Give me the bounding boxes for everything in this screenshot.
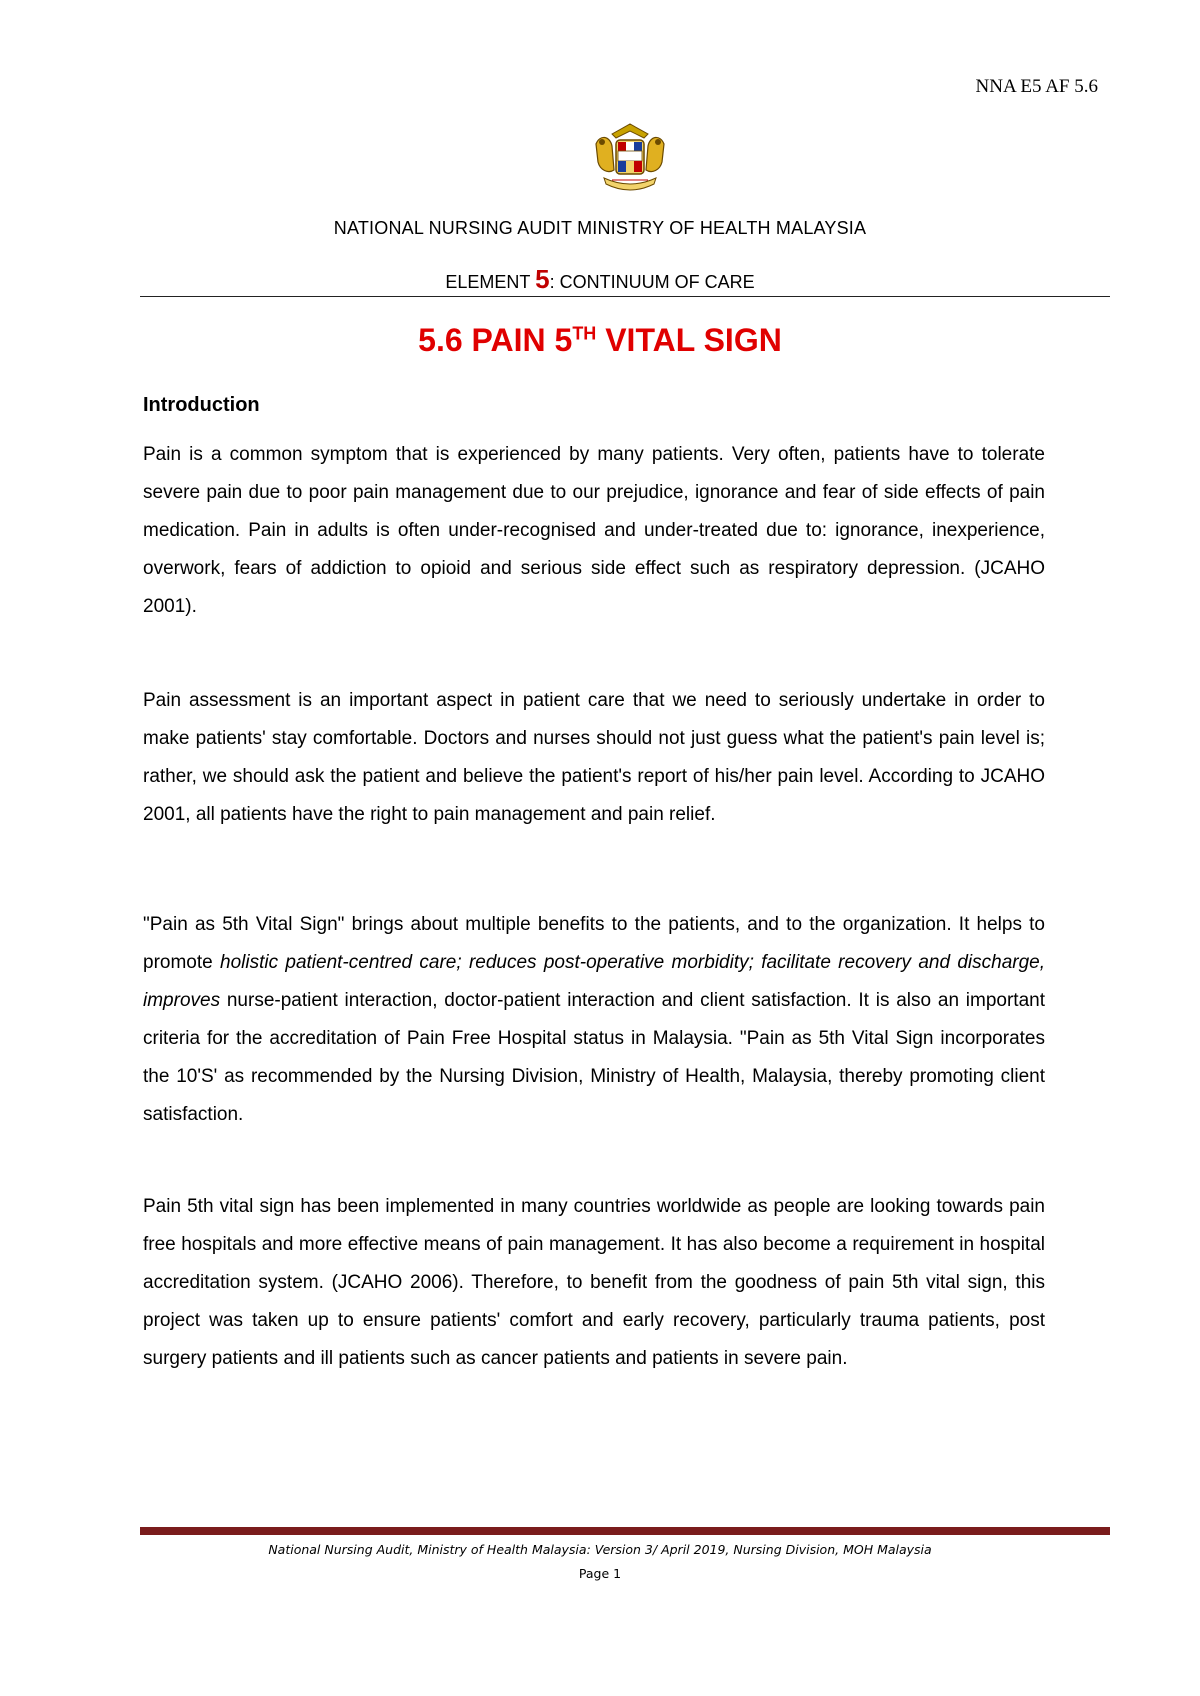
organization-title: NATIONAL NURSING AUDIT MINISTRY OF HEALTH MALAYSIA bbox=[333, 218, 867, 238]
section-title-main: 5.6 PAIN 5 bbox=[418, 322, 573, 358]
footer-divider bbox=[140, 1527, 1110, 1535]
section-title-superscript: TH bbox=[572, 323, 597, 344]
paragraph-2-text: Pain assessment is an important aspect in patient care that we need to seriously undertake in order to make patients' stay comfortable. Doctors and nurses should not just guess what the patient's pain level is; rather, we should ask the patient and believe the patient's report of his/her pain level. According to JCAHO 2001, all patients have the right to pain management and pain relief. bbox=[143, 690, 1045, 825]
footer-text: National Nursing Audit, Ministry of Health Malaysia: Version 3/ April 2019, Nursing Division, MOH Malaysia bbox=[268, 1542, 932, 1557]
page-number: Page 1 bbox=[578, 1566, 622, 1581]
paragraph-3-part-a: "Pain as 5th Vital Sign" brings about multiple benefits to the patients, and to the organization. It helps to promote bbox=[143, 914, 1045, 973]
paragraph-3-part-b: nurse-patient interaction, doctor-patient interaction and client satisfaction. It is also an important criteria for the accreditation of Pain Free Hospital status in Malaysia. "Pain as 5th Vital Sign incorporates the 10'S' as recommended by the Nursing Division, Ministry of Health, Malaysia, thereby promoting client satisfaction. bbox=[143, 990, 1045, 1125]
paragraph-1-text: Pain is a common symptom that is experienced by many patients. Very often, patients have to tolerate severe pain due to poor pain management due to our prejudice, ignorance and fear of side effects of pain medication. Pain in adults is often under-recognised and under-treated due to: ignorance, inexperience, overwork, fears of addiction to opioid and serious side effect such as respiratory depression. (JCAHO 2001). bbox=[143, 444, 1045, 617]
element-number: 5 bbox=[535, 264, 550, 294]
paragraph-4-text: Pain 5th vital sign has been implemented in many countries worldwide as people are looking towards pain free hospitals and more effective means of pain management. It has also become a requirement in hospital accreditation system. (JCAHO 2006). Therefore, to benefit from the goodness of pain 5th vital sign, this project was taken up to ensure patients' comfort and early recovery, particularly trauma patients, post surgery patients and ill patients such as cancer patients and patients in severe pain. bbox=[143, 1196, 1045, 1369]
paragraph-1 bbox=[143, 436, 1045, 626]
paragraph-3-text bbox=[143, 906, 1045, 1134]
document-code: NNA E5 AF 5.6 bbox=[975, 76, 1098, 97]
paragraph-2 bbox=[143, 682, 1045, 834]
paragraph-4 bbox=[143, 1188, 1045, 1378]
element-heading bbox=[0, 264, 1200, 295]
introduction-heading: Introduction bbox=[143, 394, 260, 416]
malaysia-coat-of-arms-icon bbox=[582, 120, 678, 200]
element-prefix: ELEMENT bbox=[445, 272, 536, 292]
paragraph-3 bbox=[143, 906, 1045, 1134]
paragraph-3-italic: holistic patient-centred care; reduces post-operative morbidity; facilitate recovery and discharge, improves bbox=[143, 952, 1045, 1011]
element-suffix: : CONTINUUM OF CARE bbox=[549, 272, 755, 292]
section-title bbox=[0, 322, 1200, 359]
header-divider bbox=[140, 296, 1110, 297]
section-title-rest: VITAL SIGN bbox=[596, 322, 782, 358]
